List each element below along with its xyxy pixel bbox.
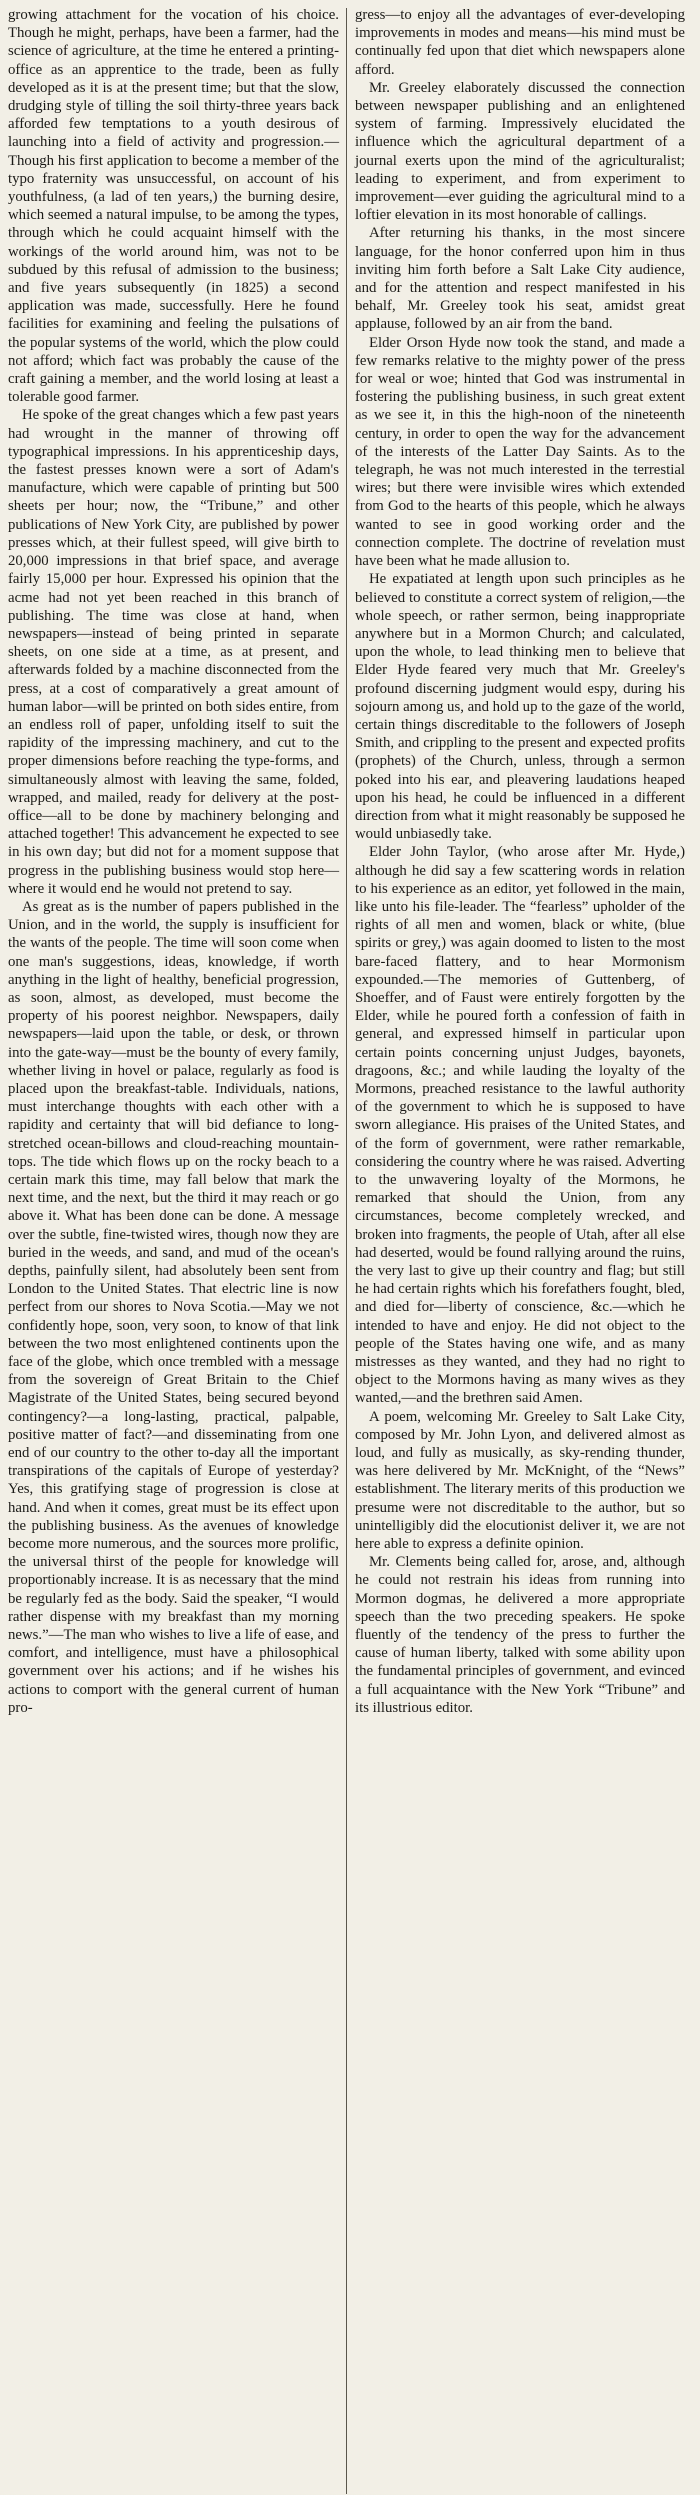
paragraph: Mr. Greeley elaborately discussed the connection between newspaper publishing and an enlightened system of farming. Impressively elucidated the influence which the agricultural department of a journal exerts upon the mind of the agriculturalist; leading to experiment, and from experiment to improvement—ever guiding the agricultural mind to a loftier elevation in its most honorable of callings. (355, 79, 685, 224)
paragraph: gress—to enjoy all the advantages of ever-developing improvements in modes and means—his mind must be continually fed upon that diet which newspapers alone afford. (355, 7, 685, 78)
paragraph: Mr. Clements being called for, arose, and, although he could not restrain his ideas from running into Mormon dogmas, he delivered a more appropriate speech than the two preceding speakers. He spoke fluently of the tendency of the press to further the cause of human liberty, talked with some ability upon the fundamental principles of government, and evinced a full acquaintance with the New York “Tribune” and its illustrious editor. (355, 1554, 685, 1716)
paragraph: growing attachment for the vocation of his choice. Though he might, perhaps, have been a farmer, had the science of agriculture, at the time he entered a printing-office as an apprentice to the trade, been as fully developed as it is at the present time; but that the slow, drudging style of tilling the soil thirty-three years back afforded few temptations to a youth desirous of launching into a field of activity and progression.—Though his first application to become a member of the typo fraternity was unsuccessful, on account of his youthfulness, (a lad of ten years,) the burning desire, which seemed a natural impulse, to be among the types, through which he could acquaint himself with the workings of the world around him, was not to be subdued by this refusal of admission to the business; and five years subsequently (in 1825) a second application was made, successfully. Here he found facilities for examining and feeling the pulsations of the popular systems of the world, which the plow could not afford; which fact was probably the cause of the craft gaining a member, and the world losing at least a tolerable good farmer. (8, 7, 339, 406)
paragraph: He spoke of the great changes which a few past years had wrought in the manner of throwing off typographical impressions. In his apprenticeship days, the fastest presses known were a sort of Adam's manufacture, which were capable of printing but 500 sheets per hour; now, the “Tribune,” and other publications of New York City, are published by power presses which, at their fullest speed, will give birth to 20,000 impressions in that brief space, and average fairly 15,000 per hour. Expressed his opinion that the acme had not yet been reached in this branch of publishing. The time was close at hand, when newspapers—instead of being printed in separate sheets, on one side at a time, as at present, and afterwards folded by a machine disconnected from the press, at a cost of comparatively a great amount of human labor—will be printed on both sides entire, from an endless roll of paper, unfolding itself to suit the rapidity of the impressing machinery, and cut to the proper dimensions before reaching the type-forms, and simultaneously almost with leaving the same, folded, wrapped, and mailed, ready for delivery at the post-office—all to be done by machinery belonging and attached together! This advancement he expected to see in his own day; but did not for a moment suppose that progress in the publishing business would stop here—where it would end he would not pretend to say. (8, 407, 339, 897)
paragraph: After returning his thanks, in the most sincere language, for the honor conferred upon him in thus inviting him forth before a Salt Lake City audience, and for the attention and respect manifested in his behalf, Mr. Greeley took his seat, amidst great applause, followed by an air from the band. (355, 225, 685, 333)
paragraph: Elder Orson Hyde now took the stand, and made a few remarks relative to the mighty power of the press for weal or woe; hinted that God was instrumental in fostering the publishing business, in such great extent as we see it, in this the high-noon of the nineteenth century, in order to open the way for the advancement of the interests of the Latter Day Saints. As to the telegraph, he was not much interested in the terrestial wires; but there were invisible wires which extended from God to the hearts of this people, which he always wanted to see in good working order and the connection complete. The doctrine of revelation must have been what he made allusion to. (355, 334, 685, 570)
article-column-right (347, 6, 685, 2495)
article-column-left (8, 6, 346, 2495)
paragraph: Elder John Taylor, (who arose after Mr. Hyde,) although he did say a few scattering words in relation to his experience as an editor, yet followed in the main, like unto his file-leader. The “fearless” upholder of the rights of all men and women, black or white, (blue spirits or grey,) was again doomed to listen to the most bare-faced flattery, and to hear Mormonism expounded.—The memories of Guttenberg, of Shoeffer, and of Faust were entirely forgotten by the Elder, while he poured forth a confession of faith in general, and expressed himself in particular upon certain points concerning unjust Judges, bayonets, dragoons, &c.; and while lauding the loyalty of the Mormons, preached resistance to the lawful authority of the government to which he is supposed to have sworn allegiance. His praises of the United States, and of the form of government, were rather remarkable, considering the country where he was raised. Adverting to the unwavering loyalty of the Mormons, he remarked that should the Union, from any circumstances, become completely wrecked, and broken into fragments, the people of Utah, after all else had deserted, would be found rallying around the ruins, the very last to give up their country and flag; but still he had certain rights which his forefathers fought, bled, and died for—liberty of conscience, &c.—which he intended to have and enjoy. He did not object to the people of the States having one wife, and as many mistresses as they wanted, and they had no right to object to the Mormons having as many wives as they wanted,—and the brethren said Amen. (355, 844, 685, 1407)
paragraph: A poem, welcoming Mr. Greeley to Salt Lake City, composed by Mr. John Lyon, and delivered almost as loud, and fully as musically, as sky-rending thunder, was here delivered by Mr. McKnight, of the “News” establishment. The literary merits of this production we presume were not discreditable to the author, but so unintelligibly did the elocutionist deliver it, we are not here able to express a definite opinion. (355, 1408, 685, 1553)
paragraph: As great as is the number of papers published in the Union, and in the world, the supply is insufficient for the wants of the people. The time will soon come when one man's suggestions, ideas, knowledge, if worth anything in the light of healthy, beneficial progression, as soon, almost, as developed, must become the property of his poorest neighbor. Newspapers, daily newspapers—laid upon the table, or desk, or thrown into the gate-way—must be the bounty of every family, whether living in hovel or palace, regularly as food is placed upon the breakfast-table. Individuals, nations, must interchange thoughts with each other with a rapidity and certainty that will bid defiance to long-stretched ocean-billows and cloud-reaching mountain-tops. The tide which flows up on the rocky beach to a certain mark this time, may fall below that mark the next time, and the next, but the third it may reach or go above it. What has been done can be done. A message over the subtle, fine-twisted wires, though now they are buried in the weeds, and sand, and mud of the ocean's depths, painfully silent, had absolutely been sent from London to the United States. That electric line is now perfect from our shores to Nova Scotia.—May we not confidently hope, soon, very soon, to know of that link between the two most enlightened continents upon the face of the globe, which once trembled with a message from the sovereign of Great Britain to the Chief Magistrate of the United States, being secured beyond contingency?—a long-lasting, practical, palpable, positive matter of fact?—and disseminating from one end of our country to the other to-day all the important transpirations of the capitals of Europe of yesterday? Yes, this gratifying stage of progression is close at hand. And when it comes, great must be its effect upon the publishing business. As the avenues of knowledge become more numerous, and the sources more prolific, the universal thirst of the people for knowledge will proportionably increase. It is as necessary that the mind be regularly fed as the body. Said the speaker, “I would rather dispense with my breakfast than my morning news.”—The man who wishes to live a life of ease, and comfort, and intelligence, must have a philosophical government over his actions; and if he wishes his actions to comport with the general current of human pro- (8, 898, 339, 1716)
paragraph: He expatiated at length upon such principles as he believed to constitute a correct system of religion,—the whole speech, or rather sermon, being inappropriate anywhere but in a Mormon Church; and calculated, upon the whole, to lead thinking men to believe that Elder Hyde feared very much that Mr. Greeley's profound discerning judgment would espy, during his sojourn among us, and hold up to the gaze of the world, certain things discreditable to the followers of Joseph Smith, and crippling to the present and expected profits (prophets) of the Church, unless, through a sermon poked into his ear, and pleavering laudations heaped upon his head, he could be influenced in a different direction from what it might reasonably be supposed he would unbiasedly take. (355, 571, 685, 843)
